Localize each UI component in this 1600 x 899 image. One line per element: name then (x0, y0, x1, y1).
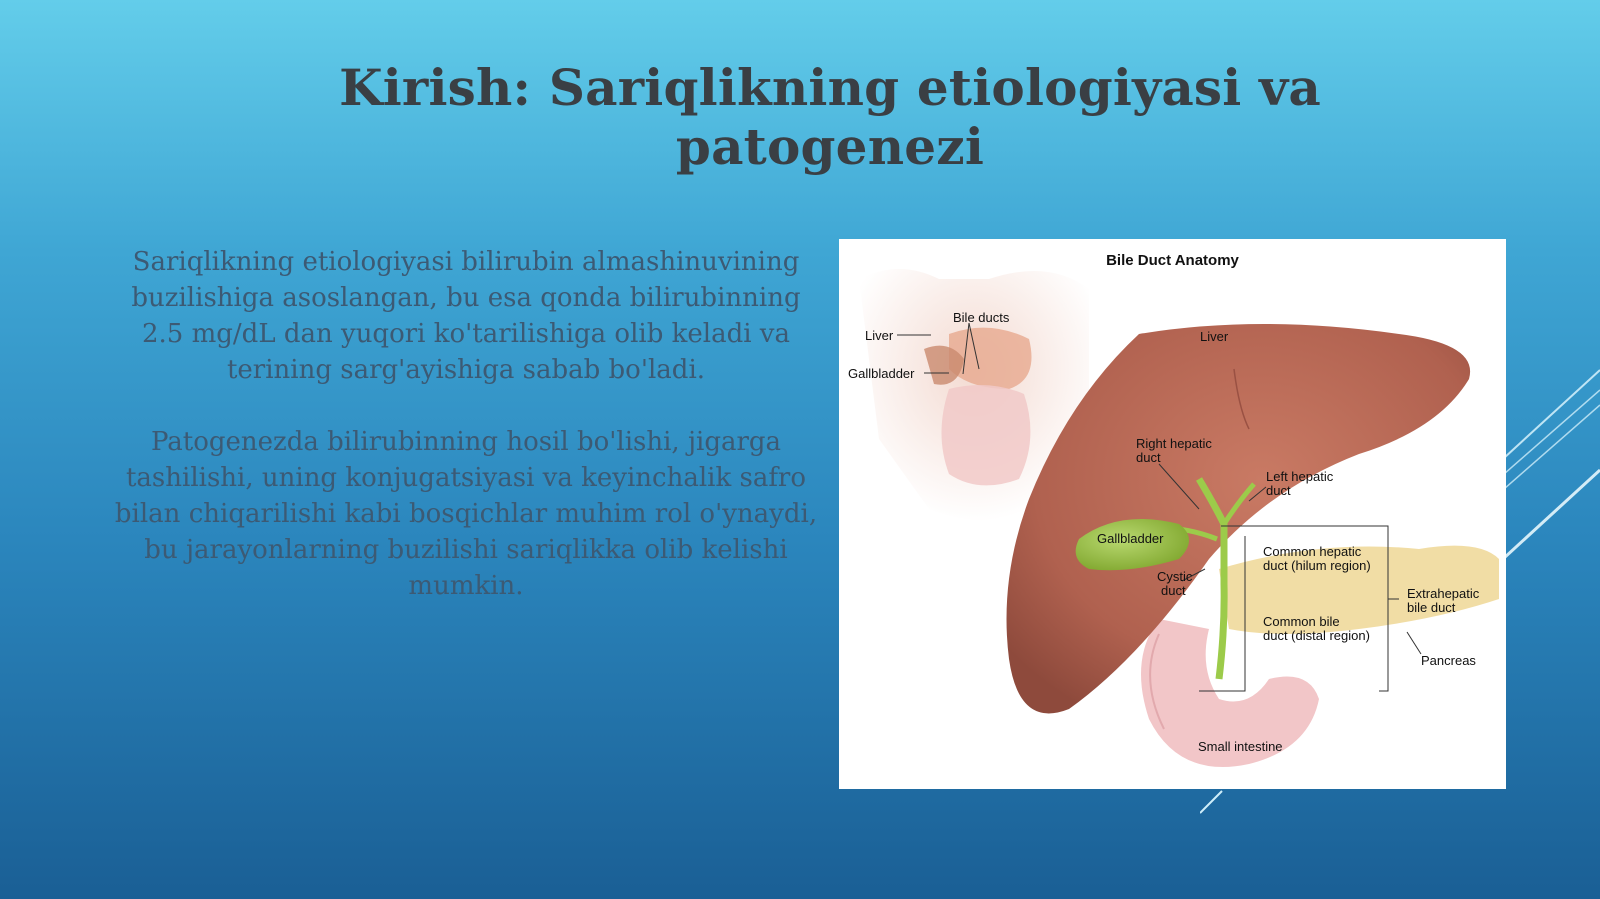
decorative-line-small (1200, 785, 1240, 815)
label-inset-liver: Liver (865, 328, 894, 343)
label-cystic-1: Cystic (1157, 569, 1193, 584)
anatomy-illustration (839, 239, 1506, 789)
label-inset-bile-ducts: Bile ducts (953, 310, 1010, 325)
label-common-bile-2: duct (distal region) (1263, 628, 1370, 643)
label-cystic-2: duct (1161, 583, 1186, 598)
slide-body (112, 244, 820, 640)
paragraph-pathogenesis: Patogenezda bilirubinning hosil bo'lishi, jigarga tashilishi, uning konjugatsiyasi va keyinchalik safro bilan chiqarilishi kabi bosqichlar muhim rol o'ynaydi, bu jarayonlarning buzilishi sariqlikka olib kelishi mumkin. (114, 427, 818, 601)
label-left-hepatic-1: Left hepatic (1266, 469, 1334, 484)
label-common-hepatic-2: duct (hilum region) (1263, 558, 1371, 573)
label-inset-gallbladder: Gallbladder (848, 366, 915, 381)
label-extrahepatic-1: Extrahepatic (1407, 586, 1480, 601)
label-pancreas: Pancreas (1421, 653, 1476, 668)
bile-duct-anatomy-figure (839, 239, 1506, 789)
label-common-hepatic-1: Common hepatic (1263, 544, 1362, 559)
label-common-bile-1: Common bile (1263, 614, 1340, 629)
label-small-intestine: Small intestine (1198, 739, 1283, 754)
paragraph-etiology: Sariqlikning etiologiyasi bilirubin almashinuvining buzilishiga asoslangan, bu esa qonda bilirubinning 2.5 mg/dL dan yuqori ko'tarilishiga olib keladi va terining sarg'ayishiga sabab bo'ladi. (131, 247, 801, 385)
label-right-hepatic-2: duct (1136, 450, 1161, 465)
label-left-hepatic-2: duct (1266, 483, 1291, 498)
figure-title: Bile Duct Anatomy (1106, 252, 1239, 269)
label-extrahepatic-2: bile duct (1407, 600, 1456, 615)
label-gallbladder: Gallbladder (1097, 531, 1164, 546)
label-right-hepatic-1: Right hepatic (1136, 436, 1212, 451)
label-liver: Liver (1200, 329, 1229, 344)
slide-title: Kirish: Sariqlikning etiologiyasi va patogenezi (339, 58, 1321, 176)
